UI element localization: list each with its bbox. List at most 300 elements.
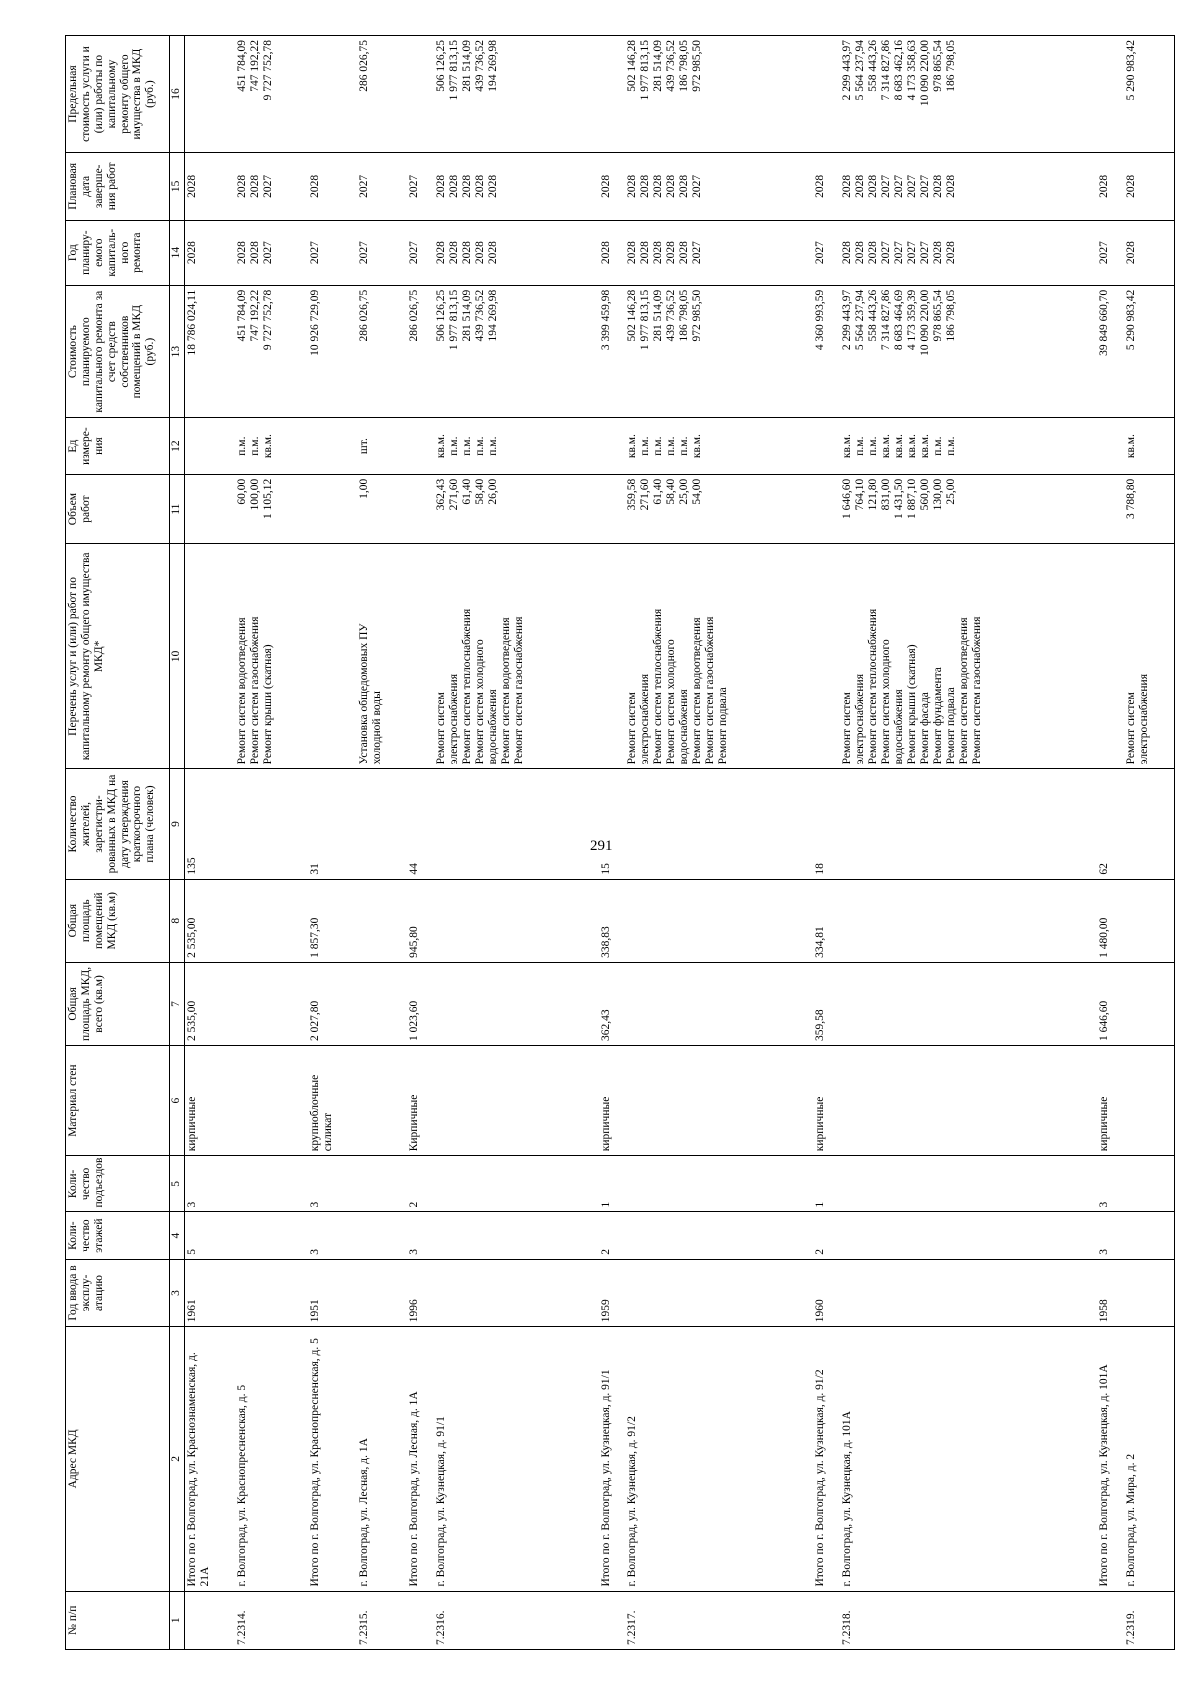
table-row-total	[407, 36, 434, 1650]
cost-limit: 747 192,22	[249, 40, 262, 92]
header-cell: Коли-чество подъездов	[66, 1156, 170, 1212]
planned-year-cell	[434, 220, 599, 285]
planned-year: 2028	[854, 241, 867, 265]
work-volume: 61,40	[460, 478, 473, 505]
header-cell: Коли-чество этажей	[66, 1212, 170, 1259]
work-unit	[309, 423, 322, 470]
works-list-cell	[235, 544, 308, 769]
planned-year: 2028	[652, 241, 665, 265]
address: Итого по г. Волгоград, ул. Кузнецкая, д. 91/1	[599, 1369, 612, 1587]
works-list	[186, 548, 199, 764]
address-cell	[407, 1327, 434, 1591]
wall-material-cell	[357, 1046, 407, 1156]
work-cost: 1 977 813,15	[447, 289, 460, 351]
end-year-cell	[357, 153, 407, 220]
rooms-area	[840, 879, 1097, 962]
work-volume-cell	[599, 474, 626, 544]
planned-year-cell	[357, 220, 407, 285]
wall-material: крупноблочные	[308, 1074, 321, 1152]
end-year: 2028	[932, 174, 945, 198]
column-number: 7	[170, 962, 185, 1045]
work-unit-cell	[235, 418, 308, 474]
entrances-count: 3	[185, 1156, 236, 1212]
work-volume: 25,00	[945, 478, 958, 505]
works-list: Ремонт фундамента	[932, 667, 945, 765]
work-cost: 506 126,25	[434, 289, 447, 342]
work-volume	[408, 479, 421, 540]
work-unit: кв.м.	[626, 434, 639, 459]
work-cost: 5 564 237,94	[854, 289, 867, 351]
work-cost-cell	[625, 285, 813, 418]
planned-year: 2027	[906, 241, 919, 265]
floors-count: 5	[185, 1212, 236, 1259]
works-list-cell	[434, 544, 599, 769]
column-number: 11	[170, 474, 185, 544]
rooms-area: 1 857,30	[308, 879, 358, 962]
year-built: 1961	[185, 1259, 236, 1326]
row-number: 7.2316.	[434, 1591, 599, 1649]
header-cell: Ед измере-ния	[66, 418, 170, 474]
work-unit: кв.м.	[841, 434, 854, 459]
work-cost-cell	[235, 285, 308, 418]
work-unit	[186, 423, 199, 470]
planned-year: 2028	[460, 241, 473, 265]
column-number: 4	[170, 1212, 185, 1259]
planned-year: 2027	[919, 241, 932, 265]
header-cell: Материал стен	[66, 1046, 170, 1156]
work-volume: 100,00	[249, 478, 262, 511]
work-cost-cell	[308, 285, 358, 418]
floors-count	[840, 1212, 1097, 1259]
total-area	[840, 962, 1097, 1045]
end-year-cell	[407, 153, 434, 220]
floors-count: 3	[407, 1212, 434, 1259]
work-volume: 362,43	[434, 478, 447, 511]
column-number: 8	[170, 879, 185, 962]
cost-limit-cell	[434, 36, 599, 153]
cost-limit-cell	[407, 36, 434, 153]
work-volume: 1,00	[358, 478, 371, 499]
address: г. Волгоград, ул. Кузнецкая, д. 101А	[841, 1411, 854, 1587]
work-cost: 39 849 660,70	[1098, 289, 1111, 356]
work-volume	[600, 479, 613, 540]
planned-year: 2028	[1124, 241, 1137, 265]
address: Итого по г. Волгоград, ул. Кузнецкая, д. 101А	[1098, 1364, 1111, 1587]
wall-material	[841, 1050, 854, 1151]
column-number: 3	[170, 1259, 185, 1326]
year-built: 1960	[813, 1259, 840, 1326]
residents-count	[1124, 769, 1175, 879]
floors-count	[625, 1212, 813, 1259]
cost-limit-cell	[308, 36, 358, 153]
end-year-cell	[813, 153, 840, 220]
work-unit: кв.м.	[893, 434, 906, 459]
residents-count: 18	[813, 769, 840, 879]
work-cost: 10 090 220,00	[919, 289, 932, 356]
work-unit: п.м.	[867, 436, 880, 456]
work-volume: 1 105,12	[262, 478, 275, 519]
table-row-total	[185, 36, 236, 1650]
cost-limit: 5 290 983,42	[1124, 40, 1137, 101]
cost-limit: 10 090 220,00	[919, 40, 932, 107]
header-cell: Адрес МКД	[66, 1327, 170, 1591]
work-cost: 4 173 359,39	[906, 289, 919, 351]
header-cell: Общая площадь МКД, всего (кв.м)	[66, 962, 170, 1045]
work-volume: 1 431,50	[893, 478, 906, 519]
works-list: электроснабжения	[854, 674, 867, 765]
works-list: Ремонт систем	[1124, 692, 1137, 765]
column-number: 6	[170, 1046, 185, 1156]
header-cell: Предельная стоимость услуги и (или) работы по капитальному ремонту общего имущества в МКД (руб.)	[66, 36, 170, 153]
residents-count	[840, 769, 1097, 879]
works-list: электроснабжения	[639, 674, 652, 765]
works-list-cell	[840, 544, 1097, 769]
residents-count	[357, 769, 407, 879]
work-unit	[600, 423, 613, 470]
end-year: 2028	[652, 174, 665, 198]
floors-count	[1124, 1212, 1175, 1259]
cost-limit: 7 314 827,86	[880, 40, 893, 101]
works-list	[600, 548, 613, 764]
work-cost: 747 192,22	[249, 289, 262, 342]
work-unit: п.м.	[447, 436, 460, 456]
work-volume	[186, 479, 199, 540]
planned-year: 2028	[599, 241, 612, 265]
planned-year: 2028	[867, 241, 880, 265]
work-unit: п.м.	[678, 436, 691, 456]
work-cost-cell	[357, 285, 407, 418]
floors-count	[434, 1212, 599, 1259]
work-volume-cell	[185, 474, 236, 544]
wall-material: кирпичные	[814, 1096, 827, 1152]
work-volume: 54,00	[691, 478, 704, 505]
planned-year: 2027	[408, 241, 421, 265]
wall-material-cell	[599, 1046, 626, 1156]
works-list: Ремонт систем теплоснабжения	[460, 608, 473, 765]
rooms-area: 338,83	[599, 879, 626, 962]
planned-year-cell	[1097, 220, 1124, 285]
residents-count: 62	[1097, 769, 1124, 879]
planned-year: 2027	[814, 241, 827, 265]
planned-year-cell	[235, 220, 308, 285]
cost-limit-cell	[625, 36, 813, 153]
total-area	[235, 962, 308, 1045]
work-cost-cell	[813, 285, 840, 418]
work-cost: 194 269,98	[486, 289, 499, 342]
planned-year: 2028	[626, 241, 639, 265]
planned-year: 2028	[434, 241, 447, 265]
work-cost: 451 784,09	[236, 289, 249, 342]
planned-year-cell	[185, 220, 236, 285]
year-built	[357, 1259, 407, 1326]
work-cost: 18 786 024,11	[186, 289, 198, 356]
works-list: Ремонт систем теплоснабжения	[652, 608, 665, 765]
planned-year: 2028	[945, 241, 958, 265]
rooms-area	[434, 879, 599, 962]
cost-limit	[408, 40, 421, 148]
works-list: электроснабжения	[447, 674, 460, 765]
work-unit	[1098, 423, 1111, 470]
cost-limit: 506 126,25	[434, 40, 447, 92]
work-unit-cell	[840, 418, 1097, 474]
rooms-area	[357, 879, 407, 962]
end-year-cell	[1097, 153, 1124, 220]
year-built	[840, 1259, 1097, 1326]
row-number	[407, 1591, 434, 1649]
end-year: 2028	[186, 174, 198, 198]
end-year: 2028	[945, 174, 958, 198]
end-year-cell	[599, 153, 626, 220]
entrances-count: 2	[407, 1156, 434, 1212]
address: г. Волгоград, ул. Кузнецкая, д. 91/2	[626, 1416, 639, 1587]
work-volume: 359,58	[626, 478, 639, 511]
cost-limit-cell	[185, 36, 236, 153]
header-cell: Перечень услуг и (или) работ по капитальному ремонту общего имущества МКД*	[66, 544, 170, 769]
entrances-count	[357, 1156, 407, 1212]
residents-count: 31	[308, 769, 358, 879]
year-built	[235, 1259, 308, 1326]
cost-limit: 281 514,09	[652, 40, 665, 92]
planned-year-cell	[407, 220, 434, 285]
cost-limit	[1098, 40, 1111, 148]
table-row-total	[599, 36, 626, 1650]
cost-limit	[309, 40, 322, 148]
work-volume	[814, 479, 827, 540]
end-year: 2028	[665, 174, 678, 198]
work-cost: 439 736,52	[473, 289, 486, 342]
table-row-total	[308, 36, 358, 1650]
cost-limit: 558 443,26	[867, 40, 880, 92]
work-cost: 972 985,50	[691, 289, 704, 342]
floors-count	[357, 1212, 407, 1259]
work-cost: 8 683 464,69	[893, 289, 906, 351]
cost-limit: 451 784,09	[236, 40, 249, 92]
work-unit: п.м.	[945, 436, 958, 456]
cost-limit: 439 736,52	[665, 40, 678, 92]
works-list: Ремонт систем газоснабжения	[249, 616, 262, 765]
work-volume-cell	[625, 474, 813, 544]
repair-plan-table	[65, 35, 1175, 1650]
rooms-area	[235, 879, 308, 962]
work-unit: п.м.	[486, 436, 499, 456]
year-built	[1124, 1259, 1175, 1326]
planned-year: 2028	[447, 241, 460, 265]
planned-year-cell	[599, 220, 626, 285]
wall-material-cell	[1124, 1046, 1175, 1156]
work-cost-cell	[599, 285, 626, 418]
residents-count: 135	[185, 769, 236, 879]
work-unit-cell	[434, 418, 599, 474]
planned-year: 2027	[262, 241, 275, 265]
work-unit	[408, 423, 421, 470]
end-year: 2028	[1098, 174, 1111, 198]
works-list: Ремонт крыши (скатная)	[262, 644, 275, 765]
wall-material: кирпичные	[1098, 1096, 1111, 1152]
work-unit: п.м.	[665, 436, 678, 456]
planned-year: 2027	[308, 241, 321, 265]
cost-limit-cell	[599, 36, 626, 153]
cost-limit-cell	[840, 36, 1097, 153]
end-year: 2027	[906, 174, 919, 198]
cost-limit	[814, 40, 827, 148]
works-list: Ремонт систем водоотведения	[958, 617, 971, 765]
end-year: 2028	[678, 174, 691, 198]
entrances-count	[625, 1156, 813, 1212]
planned-year: 2028	[249, 241, 262, 265]
planned-year-cell	[625, 220, 813, 285]
address-cell	[434, 1327, 599, 1591]
work-cost: 4 360 993,59	[814, 289, 827, 351]
cost-limit: 286 026,75	[358, 40, 371, 92]
row-number: 7.2319.	[1124, 1591, 1175, 1649]
end-year: 2028	[447, 174, 460, 198]
total-area: 359,58	[813, 962, 840, 1045]
cost-limit: 2 299 443,97	[841, 40, 854, 101]
address-cell	[625, 1327, 813, 1591]
row-number	[185, 1591, 236, 1649]
address: Итого по г. Волгоград, ул. Краснознаменская, д.	[186, 1352, 198, 1587]
wall-material	[1125, 1050, 1138, 1151]
entrances-count	[235, 1156, 308, 1212]
entrances-count: 3	[308, 1156, 358, 1212]
work-volume-cell	[235, 474, 308, 544]
rooms-area: 945,80	[407, 879, 434, 962]
work-volume: 25,00	[678, 478, 691, 505]
work-volume: 764,10	[854, 478, 867, 511]
table-row-total	[1097, 36, 1124, 1650]
works-list-cell	[185, 544, 236, 769]
works-list: Ремонт систем холодного	[473, 639, 486, 765]
work-cost: 978 865,54	[932, 289, 945, 342]
works-list: Ремонт крыши (скатная)	[906, 644, 919, 765]
end-year: 2028	[308, 174, 321, 198]
end-year: 2028	[460, 174, 473, 198]
year-built	[434, 1259, 599, 1326]
planned-year: 2028	[473, 241, 486, 265]
work-volume-cell	[1097, 474, 1124, 544]
work-unit: п.м.	[473, 436, 486, 456]
row-number	[308, 1591, 358, 1649]
planned-year: 2028	[236, 241, 249, 265]
planned-year-cell	[308, 220, 358, 285]
wall-material-cell	[407, 1046, 434, 1156]
work-cost: 286 026,75	[358, 289, 371, 342]
total-area	[1124, 962, 1175, 1045]
work-cost: 10 926 729,09	[308, 289, 321, 356]
work-unit: кв.м.	[434, 434, 447, 459]
cost-limit-cell	[1124, 36, 1175, 153]
work-volume: 1 646,60	[841, 478, 854, 519]
column-number: 15	[170, 153, 185, 220]
cost-limit-cell	[813, 36, 840, 153]
planned-year-cell	[813, 220, 840, 285]
column-number: 10	[170, 544, 185, 769]
works-list: Установка общедомовых ПУ	[358, 623, 371, 765]
cost-limit: 502 146,28	[626, 40, 639, 92]
end-year: 2028	[599, 174, 612, 198]
residents-count	[434, 769, 599, 879]
header-cell: № п/п	[66, 1591, 170, 1649]
address-cell	[185, 1327, 236, 1591]
end-year: 2027	[893, 174, 906, 198]
work-volume: 271,60	[447, 478, 460, 511]
work-cost: 3 399 459,98	[599, 289, 612, 351]
work-volume-cell	[407, 474, 434, 544]
works-list: Ремонт подвала	[717, 687, 730, 765]
work-volume	[1098, 479, 1111, 540]
works-list: Ремонт систем холодного	[665, 639, 678, 765]
cost-limit-cell	[235, 36, 308, 153]
work-cost: 502 146,28	[626, 289, 639, 342]
work-cost-cell	[1124, 285, 1175, 418]
works-list: холодной воды	[371, 691, 384, 765]
planned-year: 2028	[678, 241, 691, 265]
works-list	[408, 548, 421, 764]
address: г. Волгоград, ул. Мира, д. 2	[1124, 1453, 1137, 1587]
work-cost: 1 977 813,15	[639, 289, 652, 351]
total-area	[625, 962, 813, 1045]
work-volume: 26,00	[486, 478, 499, 505]
works-list: водоснабжения	[678, 689, 691, 765]
address-cell	[357, 1327, 407, 1591]
work-unit: п.м.	[639, 436, 652, 456]
table-body	[185, 36, 1175, 1650]
header-cell: Общая площадь помещений МКД (кв.м)	[66, 879, 170, 962]
table-row	[625, 36, 813, 1650]
address: Итого по г. Волгоград, ул. Лесная, д. 1А	[408, 1391, 421, 1587]
year-built: 1959	[599, 1259, 626, 1326]
address: Итого по г. Волгоград, ул. Кузнецкая, д. 91/2	[814, 1369, 827, 1587]
column-number: 2	[170, 1327, 185, 1591]
cost-limit: 5 564 237,94	[854, 40, 867, 101]
work-volume: 58,40	[665, 478, 678, 505]
work-unit-cell	[625, 418, 813, 474]
work-volume: 3 788,80	[1124, 478, 1137, 519]
wall-material: Кирпичные	[408, 1094, 421, 1152]
work-volume-cell	[813, 474, 840, 544]
work-unit-cell	[407, 418, 434, 474]
work-volume: 58,40	[473, 478, 486, 505]
residents-count: 15	[599, 769, 626, 879]
row-number: 7.2317.	[625, 1591, 813, 1649]
address-cell	[1097, 1327, 1124, 1591]
work-unit-cell	[1097, 418, 1124, 474]
entrances-count	[434, 1156, 599, 1212]
work-cost-cell	[434, 285, 599, 418]
work-volume: 61,40	[652, 478, 665, 505]
wall-material	[236, 1050, 249, 1151]
wall-material-cell	[185, 1046, 236, 1156]
year-built: 1958	[1097, 1259, 1124, 1326]
rooms-area: 1 480,00	[1097, 879, 1124, 962]
work-volume: 60,00	[236, 478, 249, 505]
table-row	[357, 36, 407, 1650]
column-number: 13	[170, 285, 185, 418]
work-unit: кв.м.	[1124, 434, 1137, 459]
row-number: 7.2315.	[357, 1591, 407, 1649]
header-cell: Год планиру-емого капиталь-ного ремонта	[66, 220, 170, 285]
work-unit: кв.м.	[262, 434, 275, 459]
cost-limit: 1 977 813,15	[447, 40, 460, 101]
end-year-cell	[840, 153, 1097, 220]
page-number: 291	[590, 838, 613, 854]
planned-year: 2028	[665, 241, 678, 265]
work-volume: 560,00	[919, 478, 932, 511]
total-area: 1 646,60	[1097, 962, 1124, 1045]
cost-limit: 281 514,09	[460, 40, 473, 92]
work-cost: 286 026,75	[408, 289, 421, 342]
total-area: 1 023,60	[407, 962, 434, 1045]
